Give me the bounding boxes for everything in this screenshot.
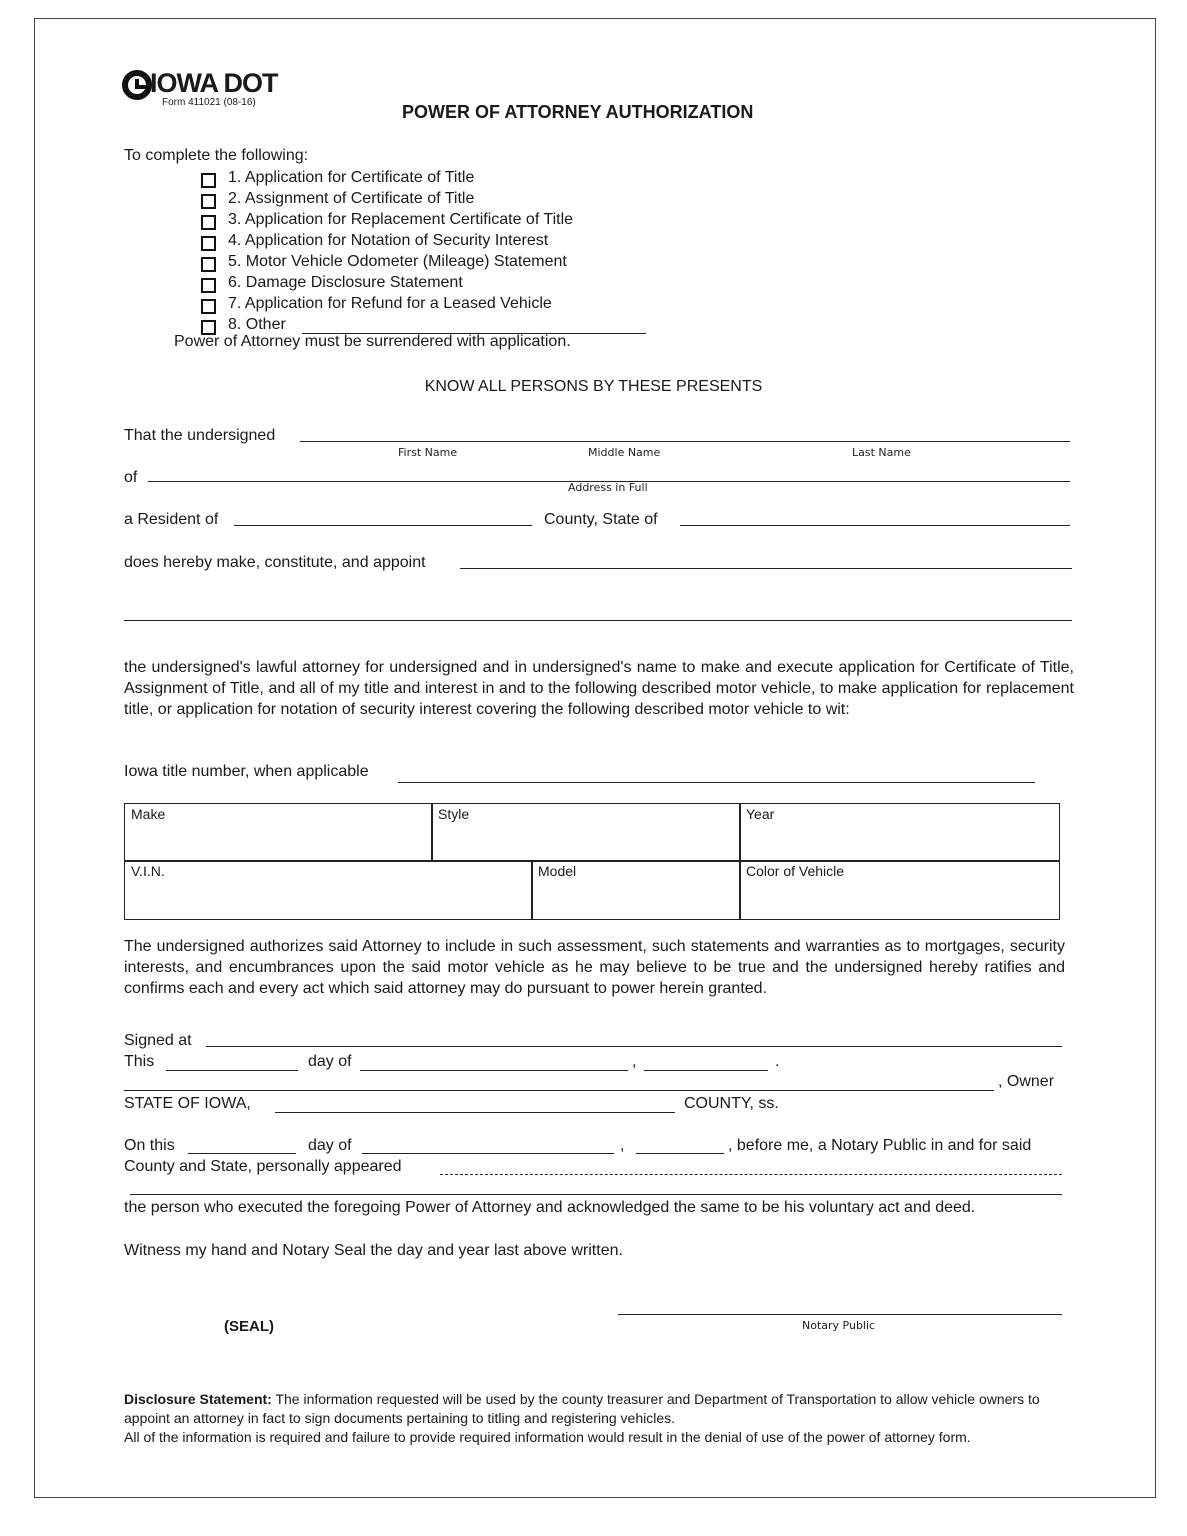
checkbox-refund-leased[interactable]: [201, 299, 216, 314]
checkbox-assignment-title[interactable]: [201, 194, 216, 209]
logo-text: IOWA DOT: [150, 68, 278, 98]
authority-paragraph: the undersigned's lawful attorney for undersigned and in undersigned's name to make and execute application for Certificate of Title, Assignment of Title, and all of my title and interest in and to the following described motor vehicle, to make application for replacement title, or application for notation of security interest covering the following described motor vehicle to wit:: [124, 659, 1074, 718]
model-cell[interactable]: [531, 860, 741, 920]
checklist-item-4: 4. Application for Notation of Security Interest: [228, 232, 549, 249]
checklist-item-8: 8. Other: [228, 316, 286, 333]
personally-appeared-label: County and State, personally appeared: [124, 1158, 402, 1175]
year-field[interactable]: [644, 1070, 768, 1071]
checklist-item-6: 6. Damage Disclosure Statement: [228, 274, 463, 291]
address-caption: Address in Full: [568, 481, 648, 494]
form-number: Form 411021 (08-16): [162, 97, 256, 108]
notary-day-of-label: day of: [308, 1137, 352, 1154]
month-field[interactable]: [360, 1070, 628, 1071]
checklist-item-7: 7. Application for Refund for a Leased Vehicle: [228, 295, 552, 312]
checklist-item-3: 3. Application for Replacement Certificate of Title: [228, 211, 574, 228]
signed-at-field[interactable]: [206, 1046, 1062, 1047]
day-field[interactable]: [166, 1070, 298, 1071]
executed-statement: the person who executed the foregoing Power of Attorney and acknowledged the same to be his voluntary act and deed.: [124, 1199, 976, 1216]
style-label: Style: [438, 806, 470, 822]
iowa-dot-logo-icon: [122, 70, 152, 100]
make-label: Make: [131, 806, 166, 822]
notary-day-field[interactable]: [188, 1153, 296, 1154]
period-separator: .: [775, 1053, 780, 1070]
checklist-item-5: 5. Motor Vehicle Odometer (Mileage) Statement: [228, 253, 567, 270]
checklist-item-2: 2. Assignment of Certificate of Title: [228, 190, 475, 207]
checkbox-damage-disclosure[interactable]: [201, 278, 216, 293]
color-cell[interactable]: [739, 860, 1060, 920]
county-field[interactable]: [234, 525, 532, 526]
seal-label: (SEAL): [224, 1318, 274, 1335]
year-cell[interactable]: [739, 803, 1060, 862]
surrender-note: Power of Attorney must be surrendered with application.: [174, 333, 571, 350]
checkbox-application-title[interactable]: [201, 173, 216, 188]
before-me-text: , before me, a Notary Public in and for said: [728, 1137, 1032, 1154]
owner-signature-field[interactable]: [124, 1090, 994, 1091]
appoint-label: does hereby make, constitute, and appoint: [124, 554, 426, 571]
appeared-name-field[interactable]: [440, 1174, 1062, 1175]
warranty-paragraph: The undersigned authorizes said Attorney to include in such assessment, such statements and warranties as to mortgages, security interests, and encumbrances upon the said motor vehicle as he may believe to be true and the undersigned hereby ratifies and confirms each and every act which said attorney may do pursuant to power herein granted.: [124, 938, 1065, 997]
undersigned-label: That the undersigned: [124, 427, 276, 444]
disclosure-label: Disclosure Statement:: [124, 1391, 272, 1407]
notary-year-field[interactable]: [636, 1153, 724, 1154]
comma-separator: ,: [632, 1053, 637, 1070]
notary-county-field[interactable]: [275, 1112, 675, 1113]
checklist-intro: To complete the following:: [124, 147, 309, 164]
last-name-caption: Last Name: [852, 446, 911, 459]
vin-cell[interactable]: [124, 860, 533, 920]
signed-at-label: Signed at: [124, 1032, 192, 1049]
first-name-caption: First Name: [398, 446, 458, 459]
owner-label: , Owner: [998, 1073, 1055, 1090]
know-all-heading: KNOW ALL PERSONS BY THESE PRESENTS: [424, 378, 763, 395]
county-ss-label: COUNTY, ss.: [684, 1095, 779, 1112]
appeared-name-field-continued[interactable]: [130, 1194, 1062, 1195]
checkbox-replacement-title[interactable]: [201, 215, 216, 230]
resident-label: a Resident of: [124, 511, 219, 528]
state-field[interactable]: [680, 525, 1070, 526]
middle-name-caption: Middle Name: [588, 446, 661, 459]
checkbox-odometer[interactable]: [201, 257, 216, 272]
notary-month-field[interactable]: [362, 1153, 614, 1154]
page-title: POWER OF ATTORNEY AUTHORIZATION: [402, 102, 754, 122]
notary-public-caption: Notary Public: [802, 1319, 876, 1332]
on-this-label: On this: [124, 1137, 175, 1154]
notary-comma: ,: [620, 1137, 625, 1154]
witness-statement: Witness my hand and Notary Seal the day and year last above written.: [124, 1242, 623, 1259]
attorney-name-field-continued[interactable]: [124, 620, 1072, 621]
title-number-label: Iowa title number, when applicable: [124, 763, 369, 780]
color-label: Color of Vehicle: [746, 863, 845, 879]
style-cell[interactable]: [431, 803, 741, 862]
checkbox-security-interest[interactable]: [201, 236, 216, 251]
notary-signature-field[interactable]: [618, 1314, 1062, 1315]
this-label: This: [124, 1053, 155, 1070]
vin-label: V.I.N.: [131, 863, 165, 879]
of-label: of: [124, 469, 138, 486]
model-label: Model: [538, 863, 577, 879]
attorney-name-field[interactable]: [460, 568, 1072, 569]
title-number-field[interactable]: [398, 782, 1035, 783]
county-state-label: County, State of: [544, 511, 658, 528]
checklist-item-1: 1. Application for Certificate of Title: [228, 169, 475, 186]
disclosure-statement: [124, 1390, 1079, 1447]
disclosure-text-2: All of the information is required and failure to provide required information would result in the denial of use of the power of attorney form.: [124, 1429, 971, 1445]
make-cell[interactable]: [124, 803, 433, 862]
undersigned-name-field[interactable]: [300, 441, 1070, 442]
day-of-label: day of: [308, 1053, 352, 1070]
state-of-iowa-label: STATE OF IOWA,: [124, 1095, 251, 1112]
disclosure-text: The information requested will be used by the county treasurer and Department of Transportation to allow vehicle owners to appoint an attorney in fact to sign documents pertaining to titling and registering vehicles.: [124, 1391, 1040, 1426]
year-label: Year: [746, 806, 775, 822]
